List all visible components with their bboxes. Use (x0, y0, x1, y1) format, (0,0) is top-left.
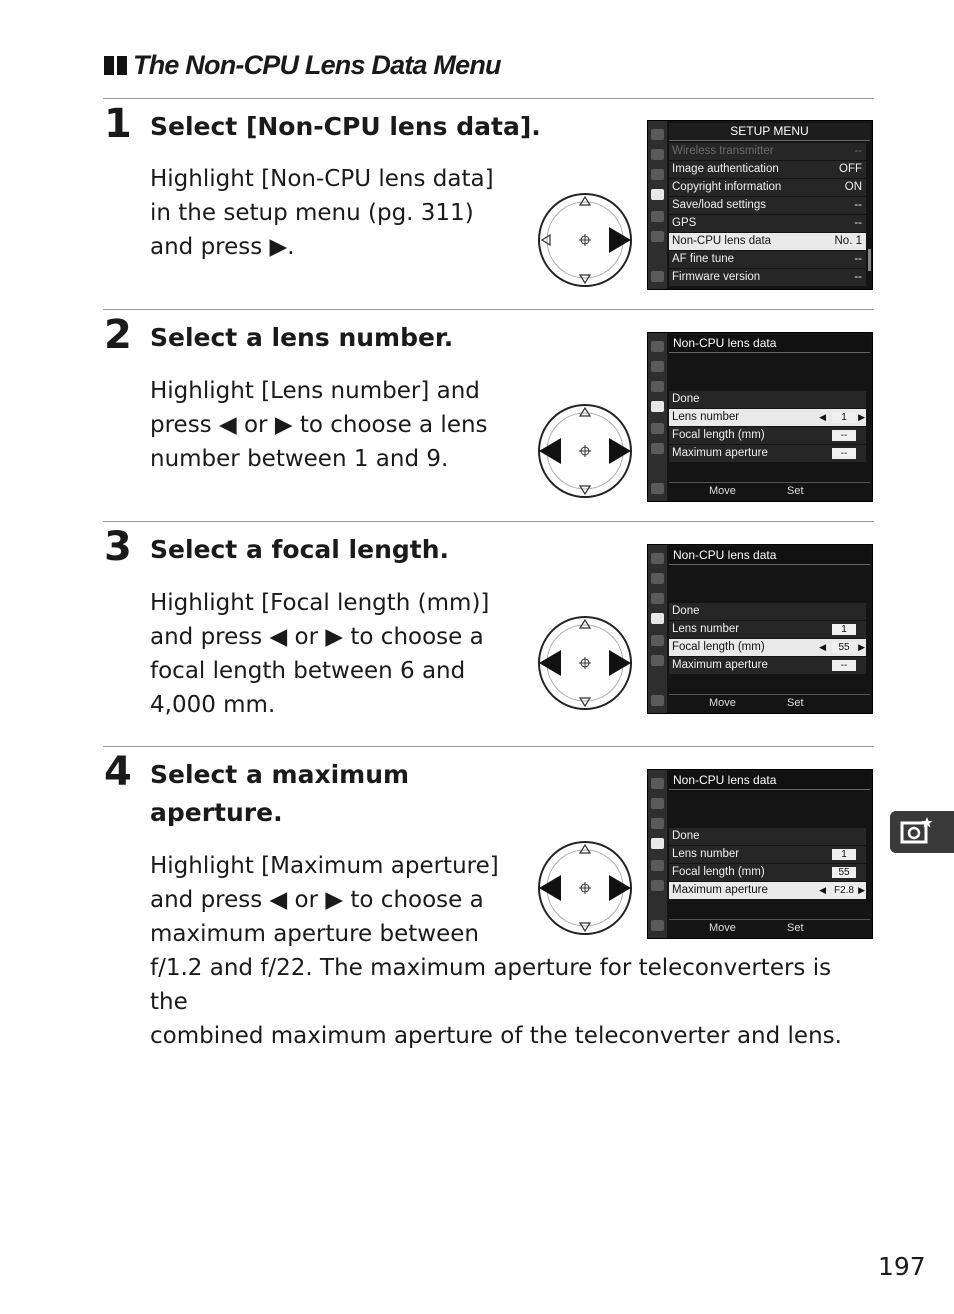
max-aperture-item[interactable] (669, 445, 866, 462)
step-4-line: maximum aperture between (150, 921, 479, 947)
setup-menu-icon (651, 401, 664, 412)
multi-selector-right-icon (536, 191, 634, 289)
set-hint: Set (787, 485, 804, 497)
menu-sidebar (648, 770, 667, 938)
step-2-title: Select a lens number. (150, 323, 454, 352)
done-item[interactable]: Done (669, 828, 866, 845)
help-icon (651, 483, 664, 494)
item-label: Focal length (mm) (672, 866, 765, 878)
item-label: Maximum aperture (672, 884, 768, 896)
shooting-menu-icon (651, 149, 664, 160)
menu-item-value: -- (854, 253, 862, 265)
step-4-line: combined maximum aperture of the teleconverter and lens. (150, 1023, 842, 1049)
custom-settings-icon (651, 381, 664, 392)
divider (103, 746, 874, 747)
shooting-menu-icon (651, 798, 664, 809)
menu-item-value: -- (854, 145, 862, 157)
menu-item-label: Copyright information (672, 181, 782, 193)
screen-footer (669, 482, 870, 500)
chapter-tab (890, 811, 954, 853)
retouch-menu-icon (651, 635, 664, 646)
item-value: F2.8 (833, 885, 854, 896)
menu-header: SETUP MENU (669, 123, 870, 141)
help-icon (651, 920, 664, 931)
menu-item-label: Image authentication (672, 163, 779, 175)
left-arrow-icon: ◀ (819, 642, 826, 652)
step-2-body (150, 374, 488, 476)
focal-length-item[interactable] (669, 427, 866, 444)
menu-item-label: Wireless transmitter (672, 145, 774, 157)
custom-settings-icon (651, 593, 664, 604)
menu-sidebar (648, 121, 667, 289)
step-2-line: press ◀ or ▶ to choose a lens (150, 412, 488, 438)
divider (103, 309, 874, 310)
step-3-line: 4,000 mm. (150, 692, 276, 718)
screen-header: Non-CPU lens data (669, 772, 870, 790)
setup-menu-icon (651, 613, 664, 624)
lens-number-item[interactable] (669, 621, 866, 638)
step-3-number: 3 (104, 524, 132, 570)
menu-item-value: OFF (839, 163, 862, 175)
left-arrow-icon: ◀ (819, 412, 826, 422)
section-title (104, 50, 501, 81)
item-label: Lens number (672, 411, 740, 423)
menu-item[interactable] (669, 179, 866, 196)
max-aperture-screen (647, 769, 873, 939)
my-menu-icon (651, 880, 664, 891)
retouch-menu-icon (651, 423, 664, 434)
focal-length-item[interactable] (669, 864, 866, 881)
menu-item-value: -- (854, 271, 862, 283)
step-4-title (150, 756, 409, 832)
item-label: Focal length (mm) (672, 429, 765, 441)
step-2-line: Highlight [Lens number] and (150, 378, 480, 404)
right-arrow-icon: ▶ (858, 885, 865, 895)
step-4-title-line: Select a maximum (150, 760, 410, 789)
screen-header: Non-CPU lens data (669, 335, 870, 353)
menu-item[interactable] (669, 269, 866, 286)
menu-item-non-cpu-lens-data[interactable] (669, 233, 866, 250)
camera-star-icon (890, 811, 954, 853)
screen-header: Non-CPU lens data (669, 547, 870, 565)
my-menu-icon (651, 655, 664, 666)
custom-settings-icon (651, 818, 664, 829)
screen-footer (669, 694, 870, 712)
playback-menu-icon (651, 778, 664, 789)
move-hint: Move (709, 922, 736, 934)
help-icon (651, 695, 664, 706)
lens-number-item[interactable] (669, 846, 866, 863)
menu-item-label: AF fine tune (672, 253, 735, 265)
menu-item-value: No. 1 (834, 235, 862, 247)
multi-selector-left-right-icon (536, 614, 634, 712)
step-4-body (150, 849, 499, 951)
step-3-line: focal length between 6 and (150, 658, 466, 684)
menu-item-label: Non-CPU lens data (672, 235, 772, 247)
screen-footer (669, 919, 870, 937)
set-hint: Set (787, 697, 804, 709)
setup-menu-icon (651, 838, 664, 849)
menu-item-label: GPS (672, 217, 697, 229)
step-1-number: 1 (104, 101, 132, 147)
help-icon (651, 271, 664, 282)
item-value: 55 (832, 867, 856, 878)
retouch-menu-icon (651, 211, 664, 222)
step-4-body-wide (150, 951, 874, 1053)
step-2-number: 2 (104, 312, 132, 358)
my-menu-icon (651, 231, 664, 242)
section-title-text: The Non-CPU Lens Data Menu (133, 50, 501, 80)
step-4-line: Highlight [Maximum aperture] (150, 853, 499, 879)
retouch-menu-icon (651, 860, 664, 871)
setup-menu-screen (647, 120, 873, 290)
item-value: -- (832, 430, 856, 441)
max-aperture-item[interactable] (669, 882, 866, 899)
menu-item-label: Firmware version (672, 271, 761, 283)
menu-item[interactable] (669, 251, 866, 268)
multi-selector-left-right-icon (536, 402, 634, 500)
scrollbar[interactable] (868, 249, 871, 271)
step-3-body (150, 586, 489, 722)
item-value: 1 (832, 624, 856, 635)
menu-sidebar (648, 545, 667, 713)
step-1-line: Highlight [Non-CPU lens data] (150, 166, 494, 192)
step-4-line: and press ◀ or ▶ to choose a (150, 887, 484, 913)
lens-number-item[interactable] (669, 409, 866, 426)
move-hint: Move (709, 485, 736, 497)
step-1-line: and press ▶. (150, 234, 295, 260)
shooting-menu-icon (651, 361, 664, 372)
playback-menu-icon (651, 341, 664, 352)
right-arrow-icon: ▶ (858, 412, 865, 422)
menu-item[interactable] (669, 161, 866, 178)
step-4-title-line: aperture. (150, 798, 283, 827)
item-label: Focal length (mm) (672, 641, 765, 653)
shooting-menu-icon (651, 573, 664, 584)
focal-length-item[interactable] (669, 639, 866, 656)
left-arrow-icon: ◀ (819, 885, 826, 895)
item-label: Lens number (672, 623, 740, 635)
section-marker-icon (104, 56, 127, 75)
menu-item-value: -- (854, 199, 862, 211)
setup-menu-icon (651, 189, 664, 200)
divider (103, 98, 874, 99)
my-menu-icon (651, 443, 664, 454)
step-3-line: and press ◀ or ▶ to choose a (150, 624, 484, 650)
step-1-line: in the setup menu (pg. 311) (150, 200, 474, 226)
menu-item-value: -- (854, 217, 862, 229)
step-4-line: f/1.2 and f/22. The maximum aperture for teleconverters is the (150, 955, 832, 1015)
playback-menu-icon (651, 553, 664, 564)
playback-menu-icon (651, 129, 664, 140)
item-label: Maximum aperture (672, 659, 768, 671)
set-hint: Set (787, 922, 804, 934)
step-1-body (150, 162, 494, 264)
custom-settings-icon (651, 169, 664, 180)
step-3-line: Highlight [Focal length (mm)] (150, 590, 490, 616)
menu-item[interactable] (669, 197, 866, 214)
menu-item-label: Save/load settings (672, 199, 766, 211)
item-value: -- (832, 448, 856, 459)
item-value: 1 (832, 849, 856, 860)
step-1-title: Select [Non-CPU lens data]. (150, 112, 541, 141)
divider (103, 521, 874, 522)
page-number: 197 (878, 1252, 926, 1281)
right-arrow-icon: ▶ (858, 642, 865, 652)
item-label: Maximum aperture (672, 447, 768, 459)
focal-length-screen (647, 544, 873, 714)
lens-number-screen (647, 332, 873, 502)
step-3-title: Select a focal length. (150, 535, 450, 564)
max-aperture-item[interactable] (669, 657, 866, 674)
item-value: 1 (832, 412, 856, 423)
menu-item[interactable] (669, 143, 866, 160)
done-item[interactable]: Done (669, 391, 866, 408)
multi-selector-left-right-icon (536, 839, 634, 937)
item-value: -- (832, 660, 856, 671)
item-value: 55 (832, 642, 856, 653)
item-label: Lens number (672, 848, 740, 860)
move-hint: Move (709, 697, 736, 709)
step-2-line: number between 1 and 9. (150, 446, 449, 472)
menu-item-value: ON (844, 181, 862, 193)
menu-item[interactable] (669, 215, 866, 232)
menu-sidebar (648, 333, 667, 501)
step-4-number: 4 (104, 749, 132, 795)
done-item[interactable]: Done (669, 603, 866, 620)
